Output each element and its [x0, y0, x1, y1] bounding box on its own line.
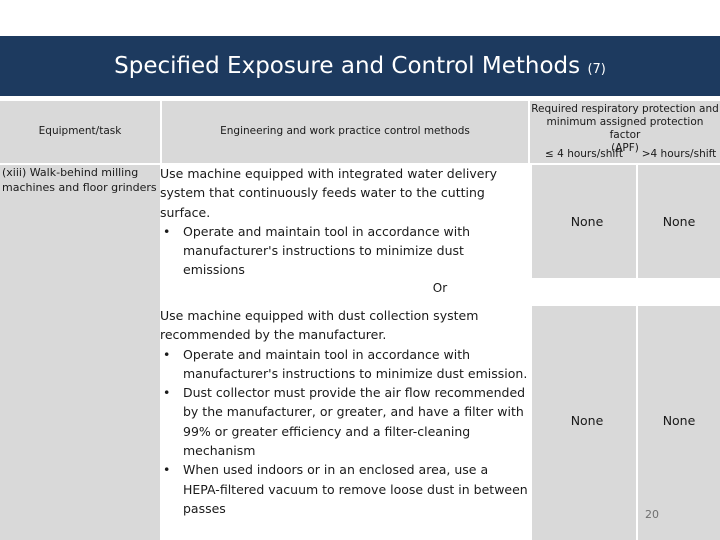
header-respiratory-line-2: minimum assigned protection factor [546, 116, 704, 141]
option2-bullet-text: Dust collector must provide the air flow recommended by the manufacturer, or greater, and have a filter with 99% or greater efficiency and a filter-cleaning mechanism [183, 385, 526, 459]
option1-over4-value: None [662, 214, 696, 229]
slide-title [0, 52, 720, 84]
option1-bullets [160, 222, 505, 280]
bullet-icon: • [163, 346, 171, 362]
header-methods-label: Engineering and work practice control methods [220, 125, 470, 137]
slide-title-text: Specified Exposure and Control Methods [114, 53, 581, 79]
option1-bullet [160, 222, 505, 280]
or-label: Or [432, 281, 448, 295]
option2-under4-value: None [570, 413, 604, 428]
option2-bullet [160, 460, 528, 518]
page-number: 20 [645, 508, 659, 521]
option2-text [160, 306, 528, 518]
bullet-icon: • [163, 462, 171, 478]
option2-bullet [160, 383, 528, 460]
header-over4-label: >4 hours/shift [641, 148, 717, 160]
option2-over4-value: None [662, 413, 696, 428]
header-respiratory-line-3: (APF) [611, 142, 639, 154]
option2-intro: Use machine equipped with dust collection system recommended by the manufacturer. [160, 308, 479, 343]
header-under4-label: ≤ 4 hours/shift [545, 148, 623, 160]
option1-intro: Use machine equipped with integrated water delivery system that continuously feeds water to the cutting surface. [160, 166, 497, 220]
slide-title-suffix: (7) [587, 62, 606, 77]
option2-bullet-text: Operate and maintain tool in accordance with manufacturer's instructions to minimize dust emission. [183, 346, 528, 381]
option1-under4-value: None [570, 214, 604, 229]
equipment-cell [0, 165, 160, 540]
option2-bullet [160, 345, 528, 384]
header-equipment-label: Equipment/task [38, 125, 122, 137]
bullet-icon: • [163, 385, 171, 401]
header-respiratory-line-1: Required respiratory protection and [531, 103, 719, 115]
equipment-task-text: (xiii) Walk-behind milling machines and floor grinders [2, 166, 157, 194]
option1-text [160, 164, 505, 280]
bullet-icon: • [163, 223, 171, 239]
option2-bullet-text: When used indoors or in an enclosed area, use a HEPA-filtered vacuum to remove loose dust in between passes [183, 462, 528, 516]
option1-bullet-text: Operate and maintain tool in accordance with manufacturer's instructions to minimize dust emissions [183, 223, 471, 278]
option2-bullets [160, 345, 528, 519]
